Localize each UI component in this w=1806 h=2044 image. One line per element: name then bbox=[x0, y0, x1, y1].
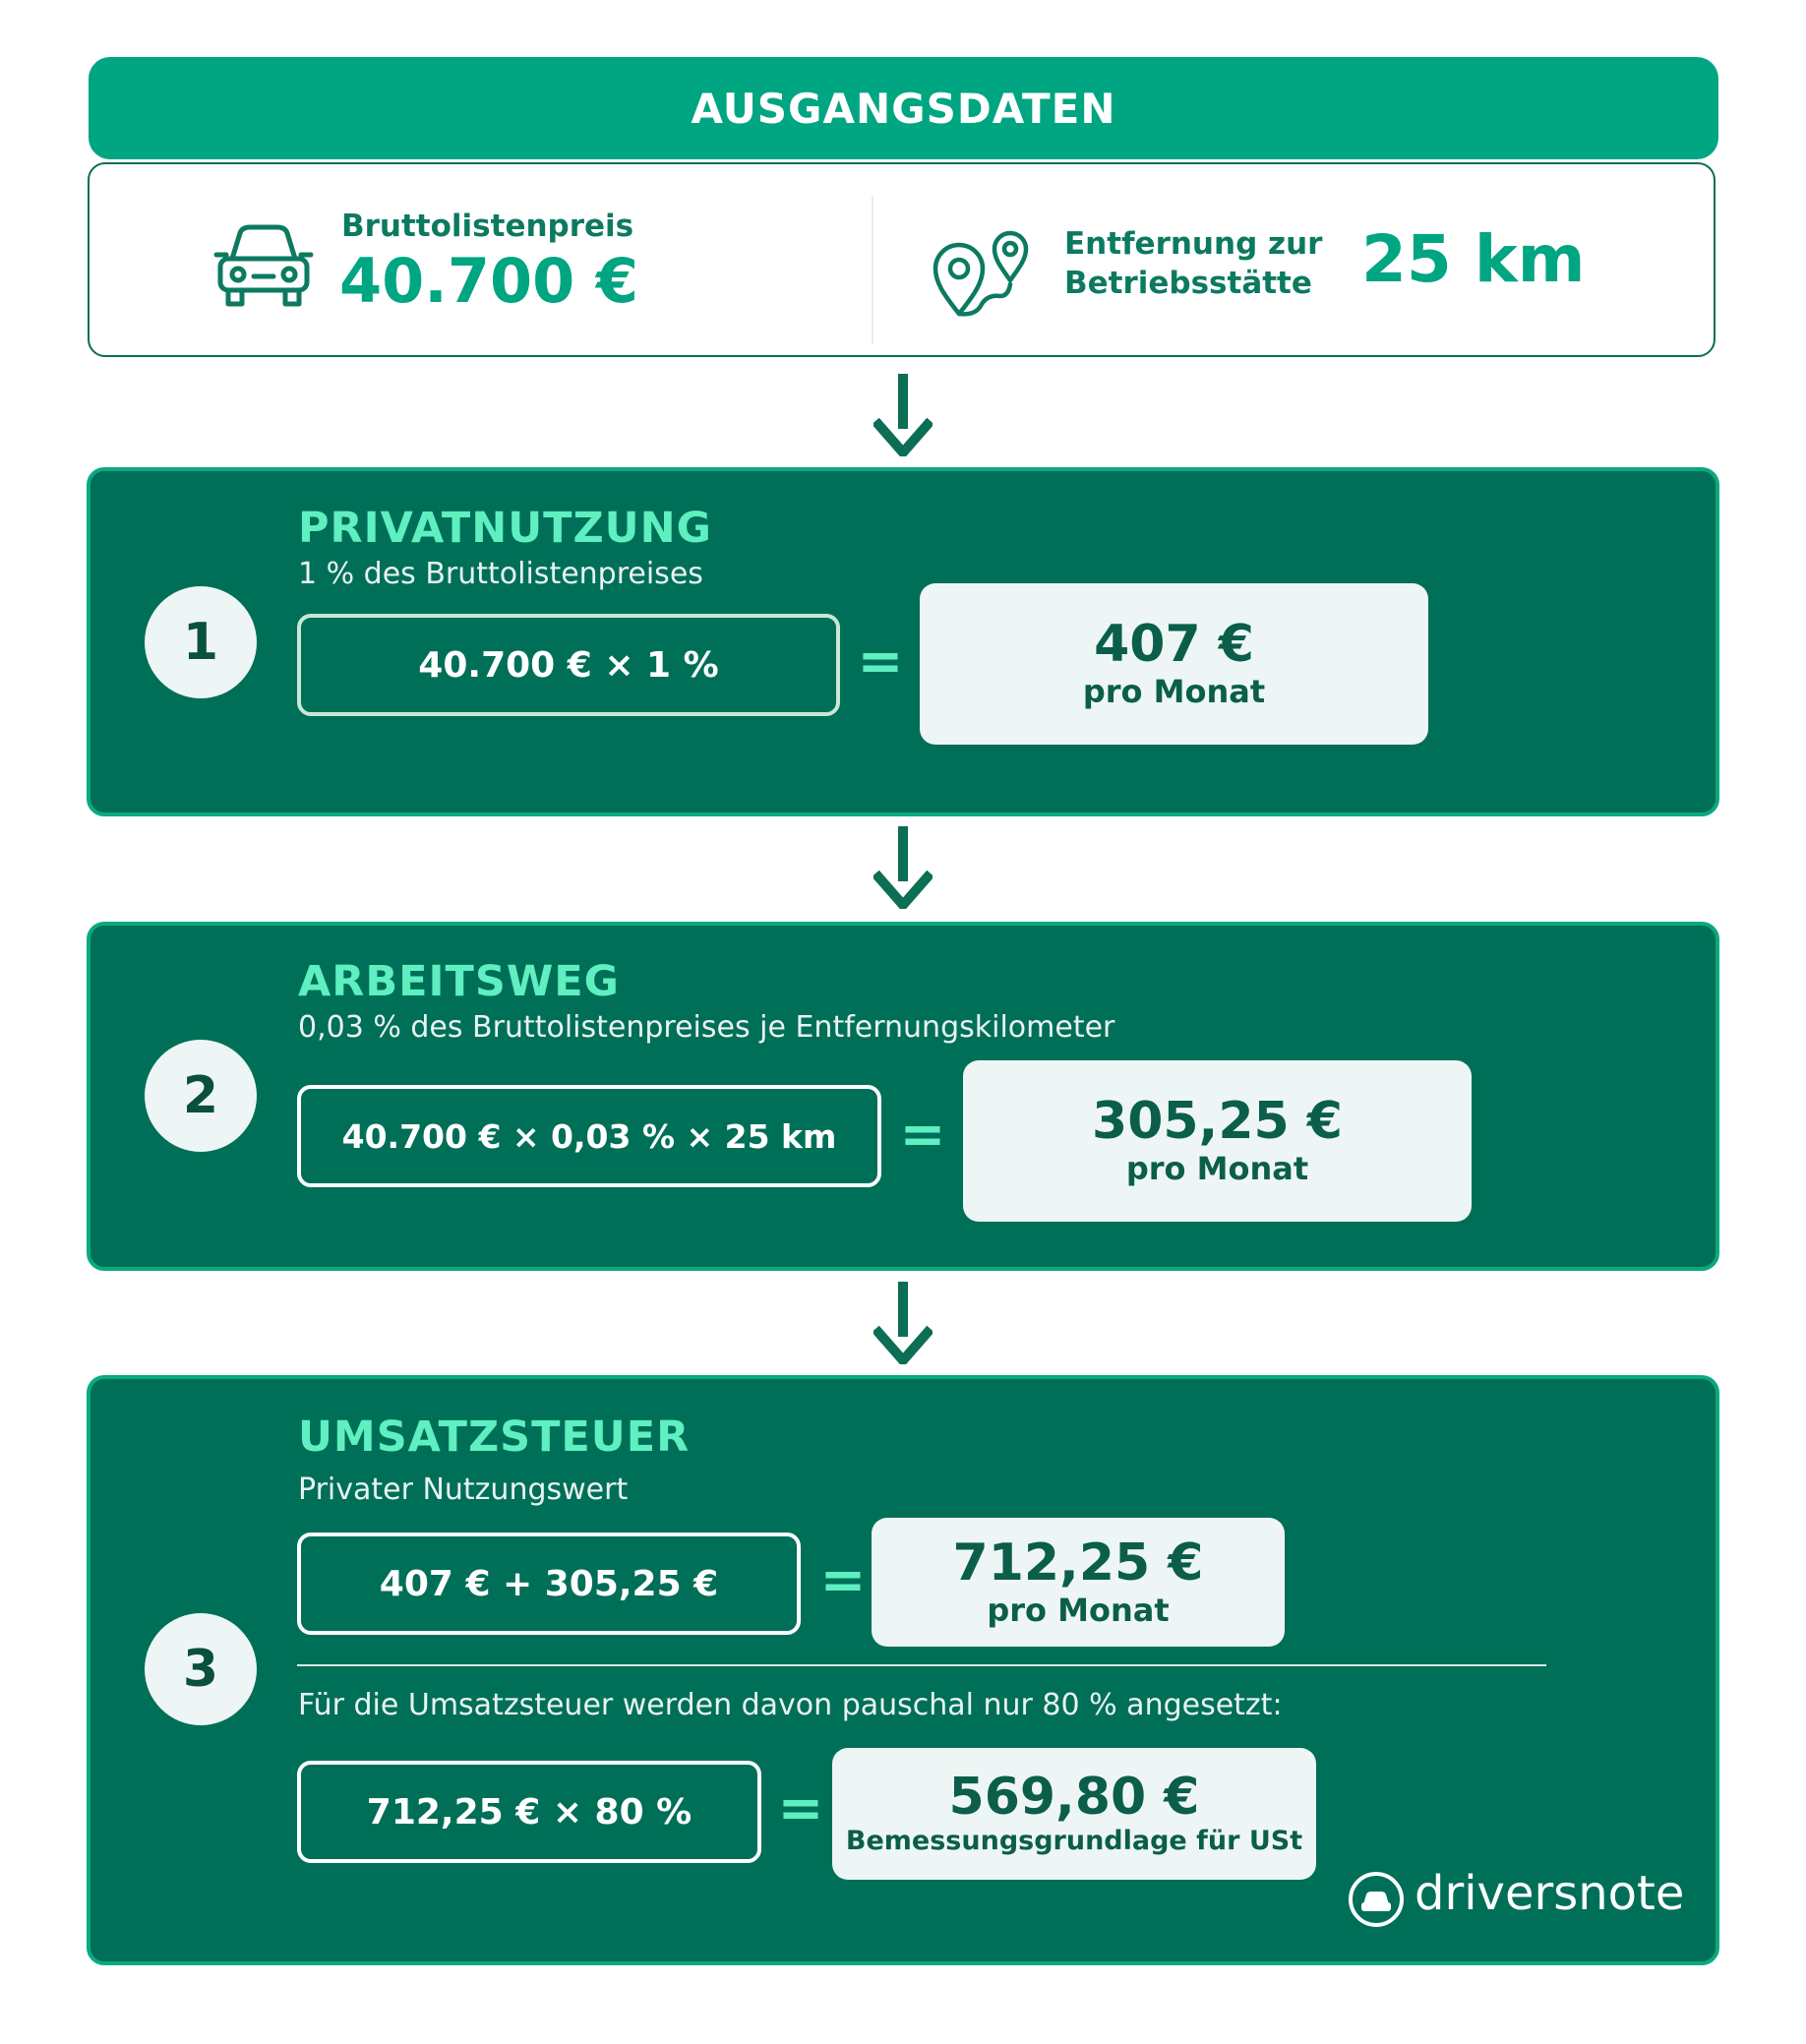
result-value-1: 407 € bbox=[1094, 615, 1254, 675]
formula-vat-base: 712,25 € × 80 % bbox=[297, 1761, 761, 1863]
step-number-1: 1 bbox=[145, 586, 257, 698]
result-unit-1: pro Monat bbox=[1082, 673, 1266, 711]
result-umsatzsteuer bbox=[872, 1518, 1285, 1647]
header-banner bbox=[89, 57, 1718, 159]
equals-sign-4: = bbox=[777, 1776, 824, 1840]
formula-privatnutzung: 40.700 € × 1 % bbox=[297, 614, 840, 716]
price-label: Bruttolistenpreis bbox=[341, 209, 634, 244]
step-title-privatnutzung: PRIVATNUTZUNG bbox=[298, 504, 712, 553]
equals-sign-2: = bbox=[899, 1103, 946, 1167]
brand-name: driversnote bbox=[1415, 1866, 1685, 1921]
result-vat-base bbox=[832, 1748, 1316, 1880]
arrow-down-icon bbox=[873, 374, 933, 456]
step-title-arbeitsweg: ARBEITSWEG bbox=[298, 957, 620, 1006]
driversnote-logo-icon bbox=[1348, 1871, 1405, 1928]
result-value-2: 305,25 € bbox=[1092, 1092, 1343, 1152]
route-pin-icon bbox=[930, 221, 1036, 322]
result-value-4: 569,80 € bbox=[948, 1768, 1200, 1828]
step-subtitle-umsatzsteuer: Privater Nutzungswert bbox=[298, 1473, 629, 1507]
result-unit-2: pro Monat bbox=[1125, 1150, 1309, 1188]
step-subtitle-arbeitsweg: 0,03 % des Bruttolistenpreises je Entfernungskilometer bbox=[298, 1010, 1115, 1045]
arrow-down-icon bbox=[873, 826, 933, 909]
step-number-3: 3 bbox=[145, 1613, 257, 1725]
input-divider bbox=[872, 197, 873, 344]
formula-arbeitsweg: 40.700 € × 0,03 % × 25 km bbox=[297, 1085, 881, 1187]
equals-sign-3: = bbox=[819, 1548, 867, 1612]
distance-label-line2: Betriebsstätte bbox=[1064, 266, 1312, 302]
distance-label bbox=[1064, 224, 1322, 304]
price-value: 40.700 € bbox=[339, 245, 638, 317]
result-unit-3: pro Monat bbox=[987, 1591, 1170, 1629]
distance-value: 25 km bbox=[1361, 221, 1586, 297]
result-arbeitsweg bbox=[963, 1060, 1472, 1222]
section-divider bbox=[297, 1664, 1546, 1666]
header-title: AUSGANGSDATEN bbox=[691, 84, 1116, 133]
step-subtitle-privatnutzung: 1 % des Bruttolistenpreises bbox=[298, 557, 703, 591]
equals-sign-1: = bbox=[857, 630, 904, 693]
vat-note: Für die Umsatzsteuer werden davon pauschal nur 80 % angesetzt: bbox=[298, 1688, 1283, 1722]
distance-label-line1: Entfernung zur bbox=[1064, 226, 1323, 262]
result-privatnutzung bbox=[920, 583, 1428, 745]
arrow-down-icon bbox=[873, 1282, 933, 1364]
car-icon bbox=[212, 221, 315, 312]
formula-umsatzsteuer: 407 € + 305,25 € bbox=[297, 1533, 801, 1635]
step-number-2: 2 bbox=[145, 1040, 257, 1152]
result-value-3: 712,25 € bbox=[952, 1533, 1204, 1593]
step-title-umsatzsteuer: UMSATZSTEUER bbox=[298, 1413, 691, 1462]
result-unit-4: Bemessungsgrundlage für USt bbox=[845, 1826, 1303, 1857]
